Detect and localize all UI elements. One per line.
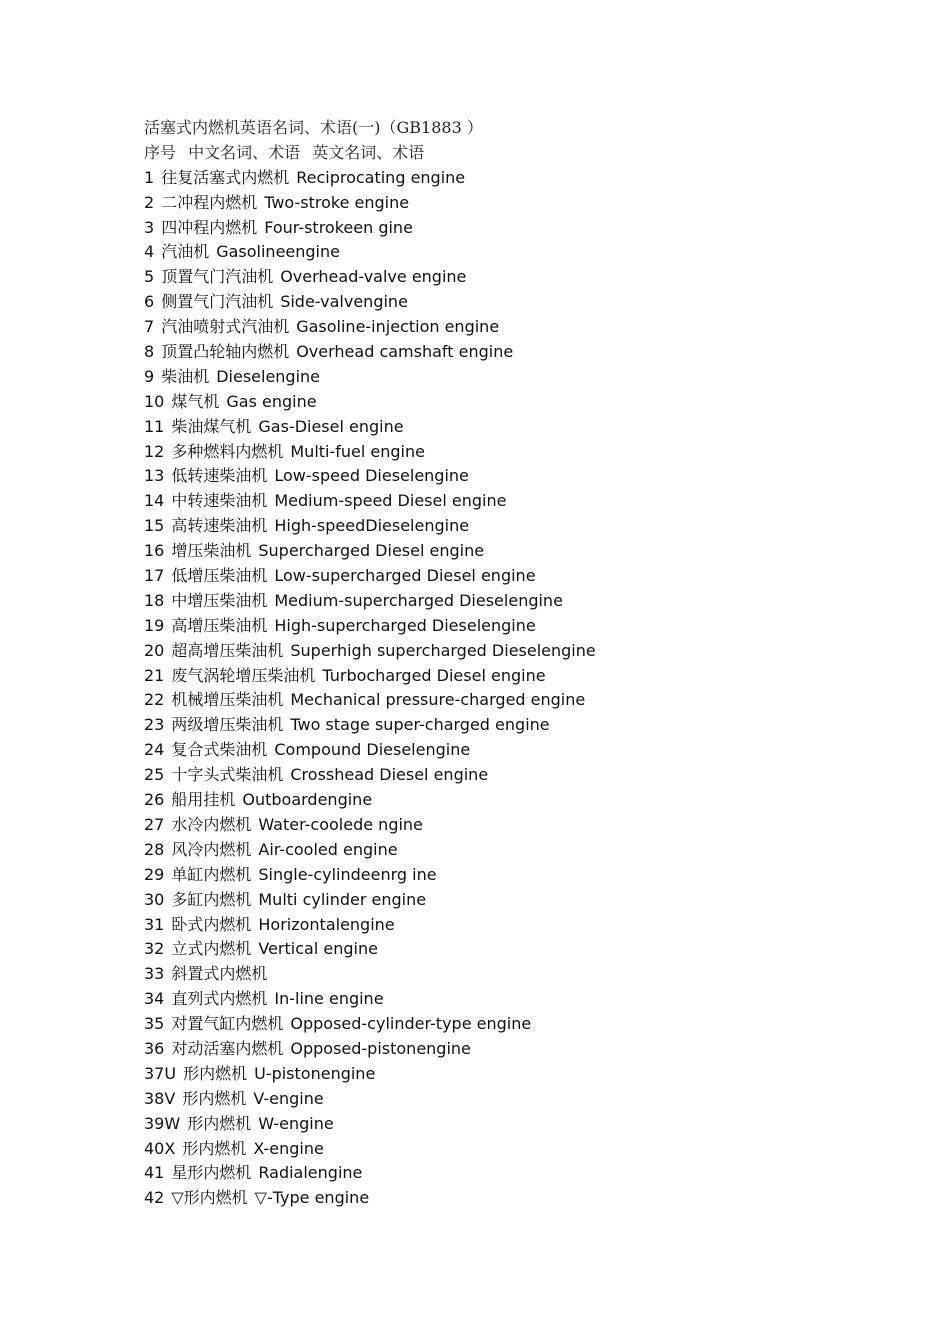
term-english: Turbocharged Diesel engine bbox=[322, 665, 546, 685]
term-english: U-pistonengine bbox=[254, 1063, 376, 1083]
term-chinese: 四冲程内燃机 bbox=[161, 217, 258, 237]
term-number: 6 bbox=[144, 292, 155, 312]
term-chinese: 柴油煤气机 bbox=[171, 416, 252, 436]
term-number: 19 bbox=[144, 615, 165, 635]
term-row bbox=[144, 962, 904, 987]
term-list bbox=[144, 166, 904, 1211]
header-english-term: 英文名词、术语 bbox=[312, 142, 425, 162]
term-chinese: 水冷内燃机 bbox=[171, 814, 252, 834]
term-english: Single-cylindeenrg ine bbox=[258, 864, 437, 884]
term-row bbox=[144, 1186, 904, 1211]
term-number: 1 bbox=[144, 167, 155, 187]
term-english: W-engine bbox=[258, 1113, 334, 1133]
term-chinese: 顶置凸轮轴内燃机 bbox=[161, 342, 290, 362]
term-english: Gasolineengine bbox=[216, 242, 340, 262]
term-number: 25 bbox=[144, 765, 165, 785]
term-english: X-engine bbox=[253, 1138, 324, 1158]
term-row bbox=[144, 664, 904, 689]
term-number: 5 bbox=[144, 267, 155, 287]
term-chinese: 两级增压柴油机 bbox=[171, 715, 284, 735]
term-number: 20 bbox=[144, 640, 165, 660]
term-chinese: 形内燃机 bbox=[182, 1138, 247, 1158]
term-english: Two-stroke engine bbox=[264, 192, 410, 212]
term-number: 26 bbox=[144, 790, 165, 810]
term-english: Compound Dieselengine bbox=[274, 740, 471, 760]
column-header-row bbox=[144, 141, 904, 166]
term-row bbox=[144, 166, 904, 191]
term-english: Crosshead Diesel engine bbox=[290, 765, 489, 785]
term-chinese: 复合式柴油机 bbox=[171, 740, 268, 760]
term-number: 2 bbox=[144, 192, 155, 212]
term-chinese: 卧式内燃机 bbox=[171, 914, 252, 934]
term-chinese: 煤气机 bbox=[171, 391, 220, 411]
term-english: Horizontalengine bbox=[258, 914, 395, 934]
term-row bbox=[144, 589, 904, 614]
term-chinese: 形内燃机 bbox=[182, 1088, 247, 1108]
term-english: Dieselengine bbox=[216, 366, 321, 386]
term-number: 15 bbox=[144, 516, 165, 536]
term-english: Radialengine bbox=[258, 1163, 363, 1183]
term-number: 14 bbox=[144, 491, 165, 511]
term-number: 41 bbox=[144, 1163, 165, 1183]
term-row bbox=[144, 614, 904, 639]
term-english: Four-strokeen gine bbox=[264, 217, 413, 237]
term-number: 12 bbox=[144, 441, 165, 461]
term-row bbox=[144, 489, 904, 514]
term-row bbox=[144, 1137, 904, 1162]
term-chinese: 增压柴油机 bbox=[171, 541, 252, 561]
term-chinese: 汽油机 bbox=[161, 242, 210, 262]
term-chinese: 侧置气门汽油机 bbox=[161, 292, 274, 312]
term-english: Two stage super-charged engine bbox=[290, 715, 550, 735]
term-row bbox=[144, 1161, 904, 1186]
term-number: 10 bbox=[144, 391, 165, 411]
term-english: Low-speed Dieselengine bbox=[274, 466, 469, 486]
term-chinese: 多种燃料内燃机 bbox=[171, 441, 284, 461]
term-row bbox=[144, 639, 904, 664]
term-number: 21 bbox=[144, 665, 165, 685]
term-number: 38V bbox=[144, 1088, 176, 1108]
term-row bbox=[144, 763, 904, 788]
term-number: 16 bbox=[144, 541, 165, 561]
term-row bbox=[144, 713, 904, 738]
term-row bbox=[144, 390, 904, 415]
term-number: 27 bbox=[144, 814, 165, 834]
term-english: Multi-fuel engine bbox=[290, 441, 425, 461]
term-number: 34 bbox=[144, 989, 165, 1009]
term-row bbox=[144, 913, 904, 938]
term-english: Supercharged Diesel engine bbox=[258, 541, 485, 561]
term-english: Mechanical pressure-charged engine bbox=[290, 690, 586, 710]
term-english: Medium-speed Diesel engine bbox=[274, 491, 507, 511]
term-number: 35 bbox=[144, 1014, 165, 1034]
term-chinese: 超高增压柴油机 bbox=[171, 640, 284, 660]
term-english: Gas-Diesel engine bbox=[258, 416, 404, 436]
header-chinese-term: 中文名词、术语 bbox=[188, 142, 301, 162]
term-english: High-speedDieselengine bbox=[274, 516, 470, 536]
term-number: 31 bbox=[144, 914, 165, 934]
term-number: 17 bbox=[144, 566, 165, 586]
term-chinese: 低增压柴油机 bbox=[171, 566, 268, 586]
term-chinese: 中转速柴油机 bbox=[171, 491, 268, 511]
term-row bbox=[144, 813, 904, 838]
term-english: In-line engine bbox=[274, 989, 384, 1009]
term-english: High-supercharged Dieselengine bbox=[274, 615, 536, 635]
term-english: Overhead camshaft engine bbox=[296, 342, 514, 362]
term-row bbox=[144, 290, 904, 315]
term-number: 29 bbox=[144, 864, 165, 884]
term-row bbox=[144, 464, 904, 489]
term-english: Medium-supercharged Dieselengine bbox=[274, 590, 563, 610]
term-number: 32 bbox=[144, 939, 165, 959]
term-row bbox=[144, 365, 904, 390]
term-english: Water-coolede ngine bbox=[258, 814, 423, 834]
term-number: 23 bbox=[144, 715, 165, 735]
term-chinese: 风冷内燃机 bbox=[171, 839, 252, 859]
term-chinese: 顶置气门汽油机 bbox=[161, 267, 274, 287]
term-row bbox=[144, 440, 904, 465]
term-chinese: 单缸内燃机 bbox=[171, 864, 252, 884]
term-row bbox=[144, 564, 904, 589]
term-chinese: 立式内燃机 bbox=[171, 939, 252, 959]
term-row bbox=[144, 987, 904, 1012]
term-row bbox=[144, 539, 904, 564]
term-row bbox=[144, 788, 904, 813]
term-english: Gas engine bbox=[226, 391, 317, 411]
term-english: Outboardengine bbox=[242, 790, 373, 810]
term-number: 40X bbox=[144, 1138, 176, 1158]
term-english: Gasoline-injection engine bbox=[296, 317, 500, 337]
term-number: 39W bbox=[144, 1113, 181, 1133]
term-number: 8 bbox=[144, 342, 155, 362]
term-chinese: 高增压柴油机 bbox=[171, 615, 268, 635]
term-english: Vertical engine bbox=[258, 939, 378, 959]
term-number: 37U bbox=[144, 1063, 177, 1083]
term-chinese: 二冲程内燃机 bbox=[161, 192, 258, 212]
term-row bbox=[144, 216, 904, 241]
term-row bbox=[144, 688, 904, 713]
term-row bbox=[144, 1012, 904, 1037]
term-number: 9 bbox=[144, 366, 155, 386]
term-row bbox=[144, 888, 904, 913]
term-number: 30 bbox=[144, 889, 165, 909]
term-chinese: 船用挂机 bbox=[171, 790, 236, 810]
term-number: 28 bbox=[144, 839, 165, 859]
term-row bbox=[144, 838, 904, 863]
term-chinese: 形内燃机 bbox=[187, 1113, 252, 1133]
term-row bbox=[144, 265, 904, 290]
term-row bbox=[144, 937, 904, 962]
term-english: V-engine bbox=[253, 1088, 324, 1108]
term-english: Air-cooled engine bbox=[258, 839, 398, 859]
term-row bbox=[144, 1037, 904, 1062]
term-english: Opposed-pistonengine bbox=[290, 1038, 471, 1058]
header-number: 序号 bbox=[144, 142, 177, 162]
term-number: 33 bbox=[144, 964, 165, 984]
term-english: Reciprocating engine bbox=[296, 167, 466, 187]
term-number: 36 bbox=[144, 1038, 165, 1058]
term-chinese: 中增压柴油机 bbox=[171, 590, 268, 610]
term-row bbox=[144, 1062, 904, 1087]
term-chinese: 斜置式内燃机 bbox=[171, 964, 268, 984]
term-chinese: 十字头式柴油机 bbox=[171, 765, 284, 785]
term-number: 24 bbox=[144, 740, 165, 760]
term-row bbox=[144, 340, 904, 365]
term-english: Multi cylinder engine bbox=[258, 889, 427, 909]
term-number: 7 bbox=[144, 317, 155, 337]
term-chinese: 高转速柴油机 bbox=[171, 516, 268, 536]
term-english: ▽-Type engine bbox=[254, 1188, 370, 1208]
term-chinese: 汽油喷射式汽油机 bbox=[161, 317, 290, 337]
term-number: 4 bbox=[144, 242, 155, 262]
term-chinese: 往复活塞式内燃机 bbox=[161, 167, 290, 187]
term-number: 42 bbox=[144, 1188, 165, 1208]
term-english: Side-valvengine bbox=[280, 292, 408, 312]
term-chinese: 星形内燃机 bbox=[171, 1163, 252, 1183]
term-english: Overhead-valve engine bbox=[280, 267, 467, 287]
document-content bbox=[144, 116, 904, 1211]
term-row bbox=[144, 514, 904, 539]
term-chinese: 对动活塞内燃机 bbox=[171, 1038, 284, 1058]
term-number: 13 bbox=[144, 466, 165, 486]
term-english: Opposed-cylinder-type engine bbox=[290, 1014, 532, 1034]
term-number: 3 bbox=[144, 217, 155, 237]
term-row bbox=[144, 240, 904, 265]
term-chinese: 机械增压柴油机 bbox=[171, 690, 284, 710]
term-chinese: 低转速柴油机 bbox=[171, 466, 268, 486]
term-row bbox=[144, 415, 904, 440]
term-chinese: 废气涡轮增压柴油机 bbox=[171, 665, 316, 685]
term-chinese: 形内燃机 bbox=[183, 1063, 248, 1083]
term-chinese: ▽形内燃机 bbox=[171, 1188, 248, 1208]
term-chinese: 柴油机 bbox=[161, 366, 210, 386]
document-title: 活塞式内燃机英语名词、术语(一)（GB1883 ） bbox=[144, 118, 483, 137]
term-english: Low-supercharged Diesel engine bbox=[274, 566, 536, 586]
term-chinese: 对置气缸内燃机 bbox=[171, 1014, 284, 1034]
term-row bbox=[144, 863, 904, 888]
term-chinese: 直列式内燃机 bbox=[171, 989, 268, 1009]
term-row bbox=[144, 191, 904, 216]
term-row bbox=[144, 1087, 904, 1112]
term-number: 11 bbox=[144, 416, 165, 436]
term-chinese: 多缸内燃机 bbox=[171, 889, 252, 909]
term-row bbox=[144, 315, 904, 340]
term-number: 18 bbox=[144, 590, 165, 610]
term-row bbox=[144, 738, 904, 763]
term-english: Superhigh supercharged Dieselengine bbox=[290, 640, 596, 660]
term-number: 22 bbox=[144, 690, 165, 710]
term-row bbox=[144, 1112, 904, 1137]
